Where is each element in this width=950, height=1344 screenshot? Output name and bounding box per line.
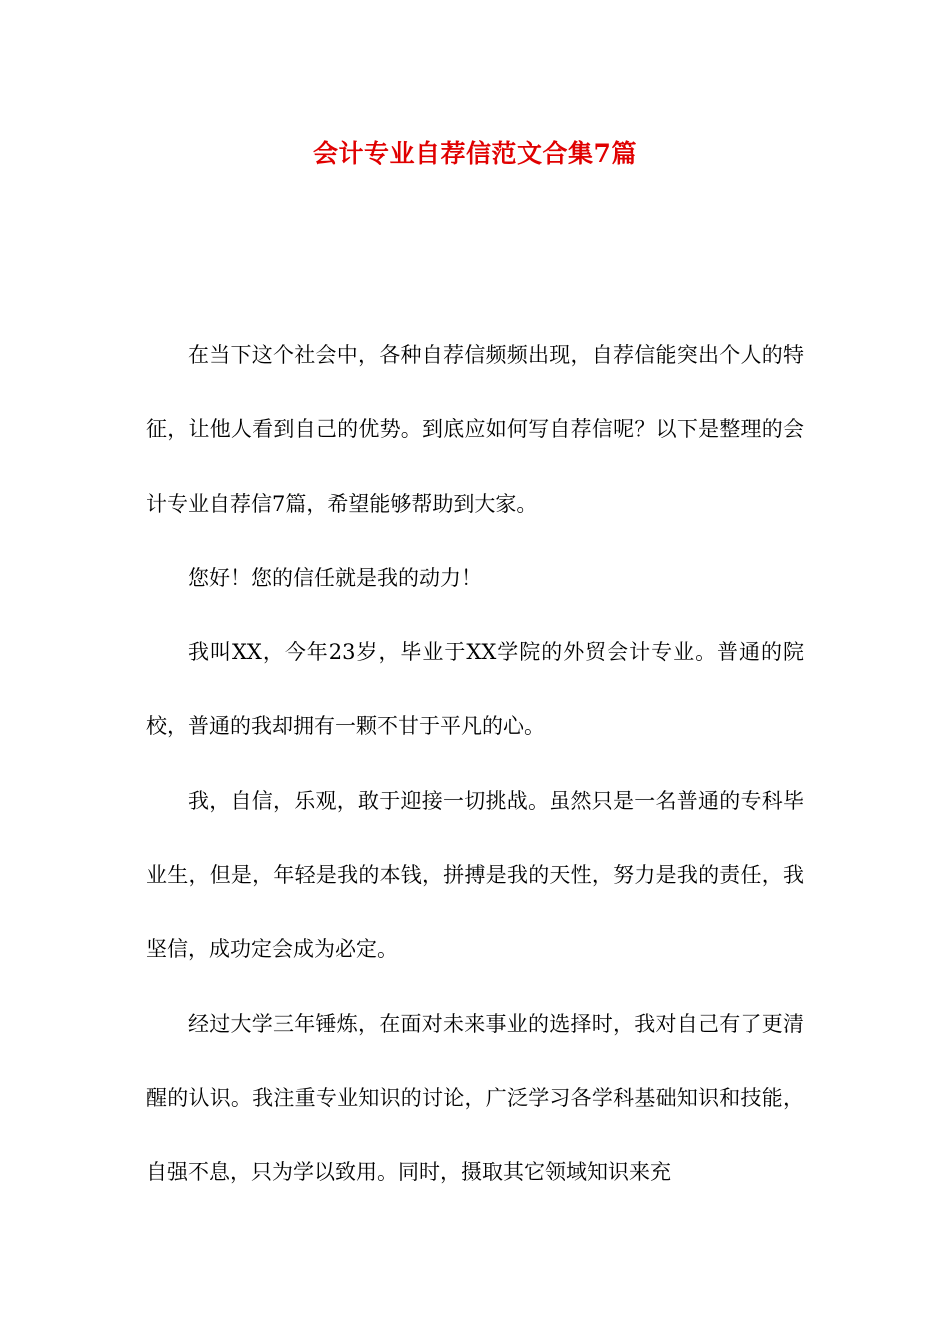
document-body <box>146 318 804 1210</box>
paragraph-self-introduction: 我叫XX，今年23岁，毕业于XX学院的外贸会计专业。普通的院校，普通的我却拥有一颗不甘于平凡的心。 <box>146 640 804 739</box>
paragraph-greeting: 您好！您的信任就是我的动力！ <box>188 565 482 590</box>
document-title: 会计专业自荐信范文合集7篇 <box>313 139 637 168</box>
paragraph-intro: 在当下这个社会中，各种自荐信频频出现，自荐信能突出个人的特征，让他人看到自己的优势。到底应如何写自荐信呢？以下是整理的会计专业自荐信7篇，希望能够帮助到大家。 <box>146 343 804 516</box>
paragraph-personality: 我，自信，乐观，敢于迎接一切挑战。虽然只是一名普通的专科毕业生，但是，年轻是我的本钱，拼搏是我的天性，努力是我的责任，我坚信，成功定会成为必定。 <box>146 788 804 962</box>
paragraph-education: 经过大学三年锤炼，在面对未来事业的选择时，我对自己有了更清醒的认识。我注重专业知识的讨论，广泛学习各学科基础知识和技能，自强不息，只为学以致用。同时，摄取其它领域知识来充 <box>146 1011 804 1185</box>
